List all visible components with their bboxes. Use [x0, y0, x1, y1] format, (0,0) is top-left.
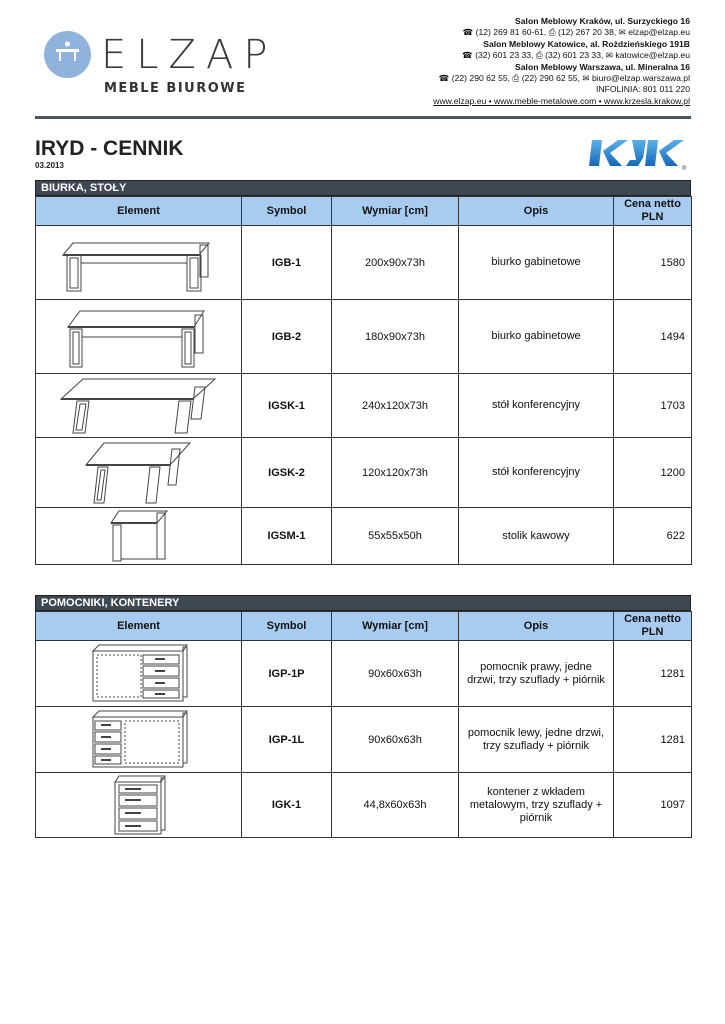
square-table-image — [36, 438, 242, 508]
price-cell: 1200 — [614, 438, 692, 508]
table-row — [36, 438, 692, 508]
svg-text:®: ® — [682, 166, 687, 172]
column-header-symbol: Symbol — [242, 612, 332, 641]
drawer-container-image — [36, 773, 242, 838]
column-header-element: Element — [36, 612, 242, 641]
column-header-price: Cena netto PLN — [614, 612, 692, 641]
price-cell: 622 — [614, 508, 692, 565]
symbol-cell: IGSK-1 — [242, 374, 332, 438]
desc-cell: biurko gabinetowe — [459, 300, 614, 374]
table-row — [36, 707, 692, 773]
coffee-table-image — [36, 508, 242, 565]
column-header-size: Wymiar [cm] — [332, 197, 459, 226]
column-header-symbol: Symbol — [242, 197, 332, 226]
price-cell: 1703 — [614, 374, 692, 438]
desc-cell: stół konferencyjny — [459, 438, 614, 508]
header-divider — [35, 116, 691, 119]
logo-wordmark: ELZAP — [101, 32, 278, 78]
symbol-cell: IGK-1 — [242, 773, 332, 838]
column-header-desc: Opis — [459, 197, 614, 226]
table-row — [36, 508, 692, 565]
desc-cell: stolik kawowy — [459, 508, 614, 565]
price-cell: 1097 — [614, 773, 692, 838]
size-cell: 90x60x63h — [332, 641, 459, 707]
price-cell: 1281 — [614, 641, 692, 707]
desc-cell: stół konferencyjny — [459, 374, 614, 438]
contact-line: INFOLINIA: 801 011 220 — [596, 84, 690, 95]
desc-cell: pomocnik prawy, jedne drzwi, trzy szuflady + piórnik — [459, 641, 614, 707]
contact-block — [360, 16, 690, 107]
document-date: 03.2013 — [35, 161, 64, 170]
conference-table-image — [36, 374, 242, 438]
table-row — [36, 300, 692, 374]
section-desks-tables — [35, 180, 691, 565]
logo-tagline: MEBLE BIUROWE — [104, 81, 247, 96]
price-table — [35, 611, 692, 838]
symbol-cell: IGB-1 — [242, 226, 332, 300]
cabinet-left-image — [36, 707, 242, 773]
table-row — [36, 641, 692, 707]
symbol-cell: IGP-1P — [242, 641, 332, 707]
desk-image — [36, 226, 242, 300]
size-cell: 90x60x63h — [332, 707, 459, 773]
size-cell: 180x90x73h — [332, 300, 459, 374]
contact-line: ☎ (22) 290 62 55, ⎙ (22) 290 62 55, ✉ biuro@elzap.warszawa.pl — [438, 73, 690, 84]
price-cell: 1580 — [614, 226, 692, 300]
symbol-cell: IGSM-1 — [242, 508, 332, 565]
symbol-cell: IGB-2 — [242, 300, 332, 374]
price-cell: 1281 — [614, 707, 692, 773]
contact-line: ☎ (12) 269 81 60-61, ⎙ (12) 267 20 38, ✉ elzap@elzap.eu — [462, 27, 690, 38]
page-title: IRYD - CENNIK — [35, 137, 184, 160]
symbol-cell: IGP-1L — [242, 707, 332, 773]
price-table — [35, 196, 692, 565]
size-cell: 55x55x50h — [332, 508, 459, 565]
section-title: POMOCNIKI, KONTENERY — [35, 595, 691, 611]
contact-line: ☎ (32) 601 23 33, ⎙ (32) 601 23 33, ✉ katowice@elzap.eu — [462, 50, 690, 61]
price-cell: 1494 — [614, 300, 692, 374]
section-title: BIURKA, STOŁY — [35, 180, 691, 196]
column-header-price: Cena netto PLN — [614, 197, 692, 226]
kjk-logo — [588, 136, 690, 172]
elzap-logo — [44, 31, 278, 99]
contact-line: Salon Meblowy Katowice, al. Rożdzieńskiego 191B — [483, 38, 690, 49]
column-header-element: Element — [36, 197, 242, 226]
size-cell: 44,8x60x63h — [332, 773, 459, 838]
desk-image — [36, 300, 242, 374]
contact-line: Salon Meblowy Kraków, ul. Surzyckiego 16 — [515, 16, 690, 26]
website-links[interactable]: www.elzap.eu • www.meble-metalowe.com • www.krzesla.krakow.pl — [433, 95, 690, 106]
size-cell: 120x120x73h — [332, 438, 459, 508]
table-row — [36, 374, 692, 438]
contact-line: Salon Meblowy Warszawa, ul. Mineralna 16 — [515, 61, 690, 72]
symbol-cell: IGSK-2 — [242, 438, 332, 508]
column-header-size: Wymiar [cm] — [332, 612, 459, 641]
table-header-row — [36, 612, 692, 641]
cabinet-right-image — [36, 641, 242, 707]
size-cell: 240x120x73h — [332, 374, 459, 438]
section-cabinets-containers — [35, 595, 691, 838]
column-header-desc: Opis — [459, 612, 614, 641]
logo-emblem-icon — [44, 31, 91, 78]
table-row — [36, 773, 692, 838]
desc-cell: pomocnik lewy, jedne drzwi, trzy szuflady + piórnik — [459, 707, 614, 773]
desc-cell: kontener z wkładem metalowym, trzy szuflady + piórnik — [459, 773, 614, 838]
size-cell: 200x90x73h — [332, 226, 459, 300]
table-row — [36, 226, 692, 300]
desc-cell: biurko gabinetowe — [459, 226, 614, 300]
table-header-row — [36, 197, 692, 226]
